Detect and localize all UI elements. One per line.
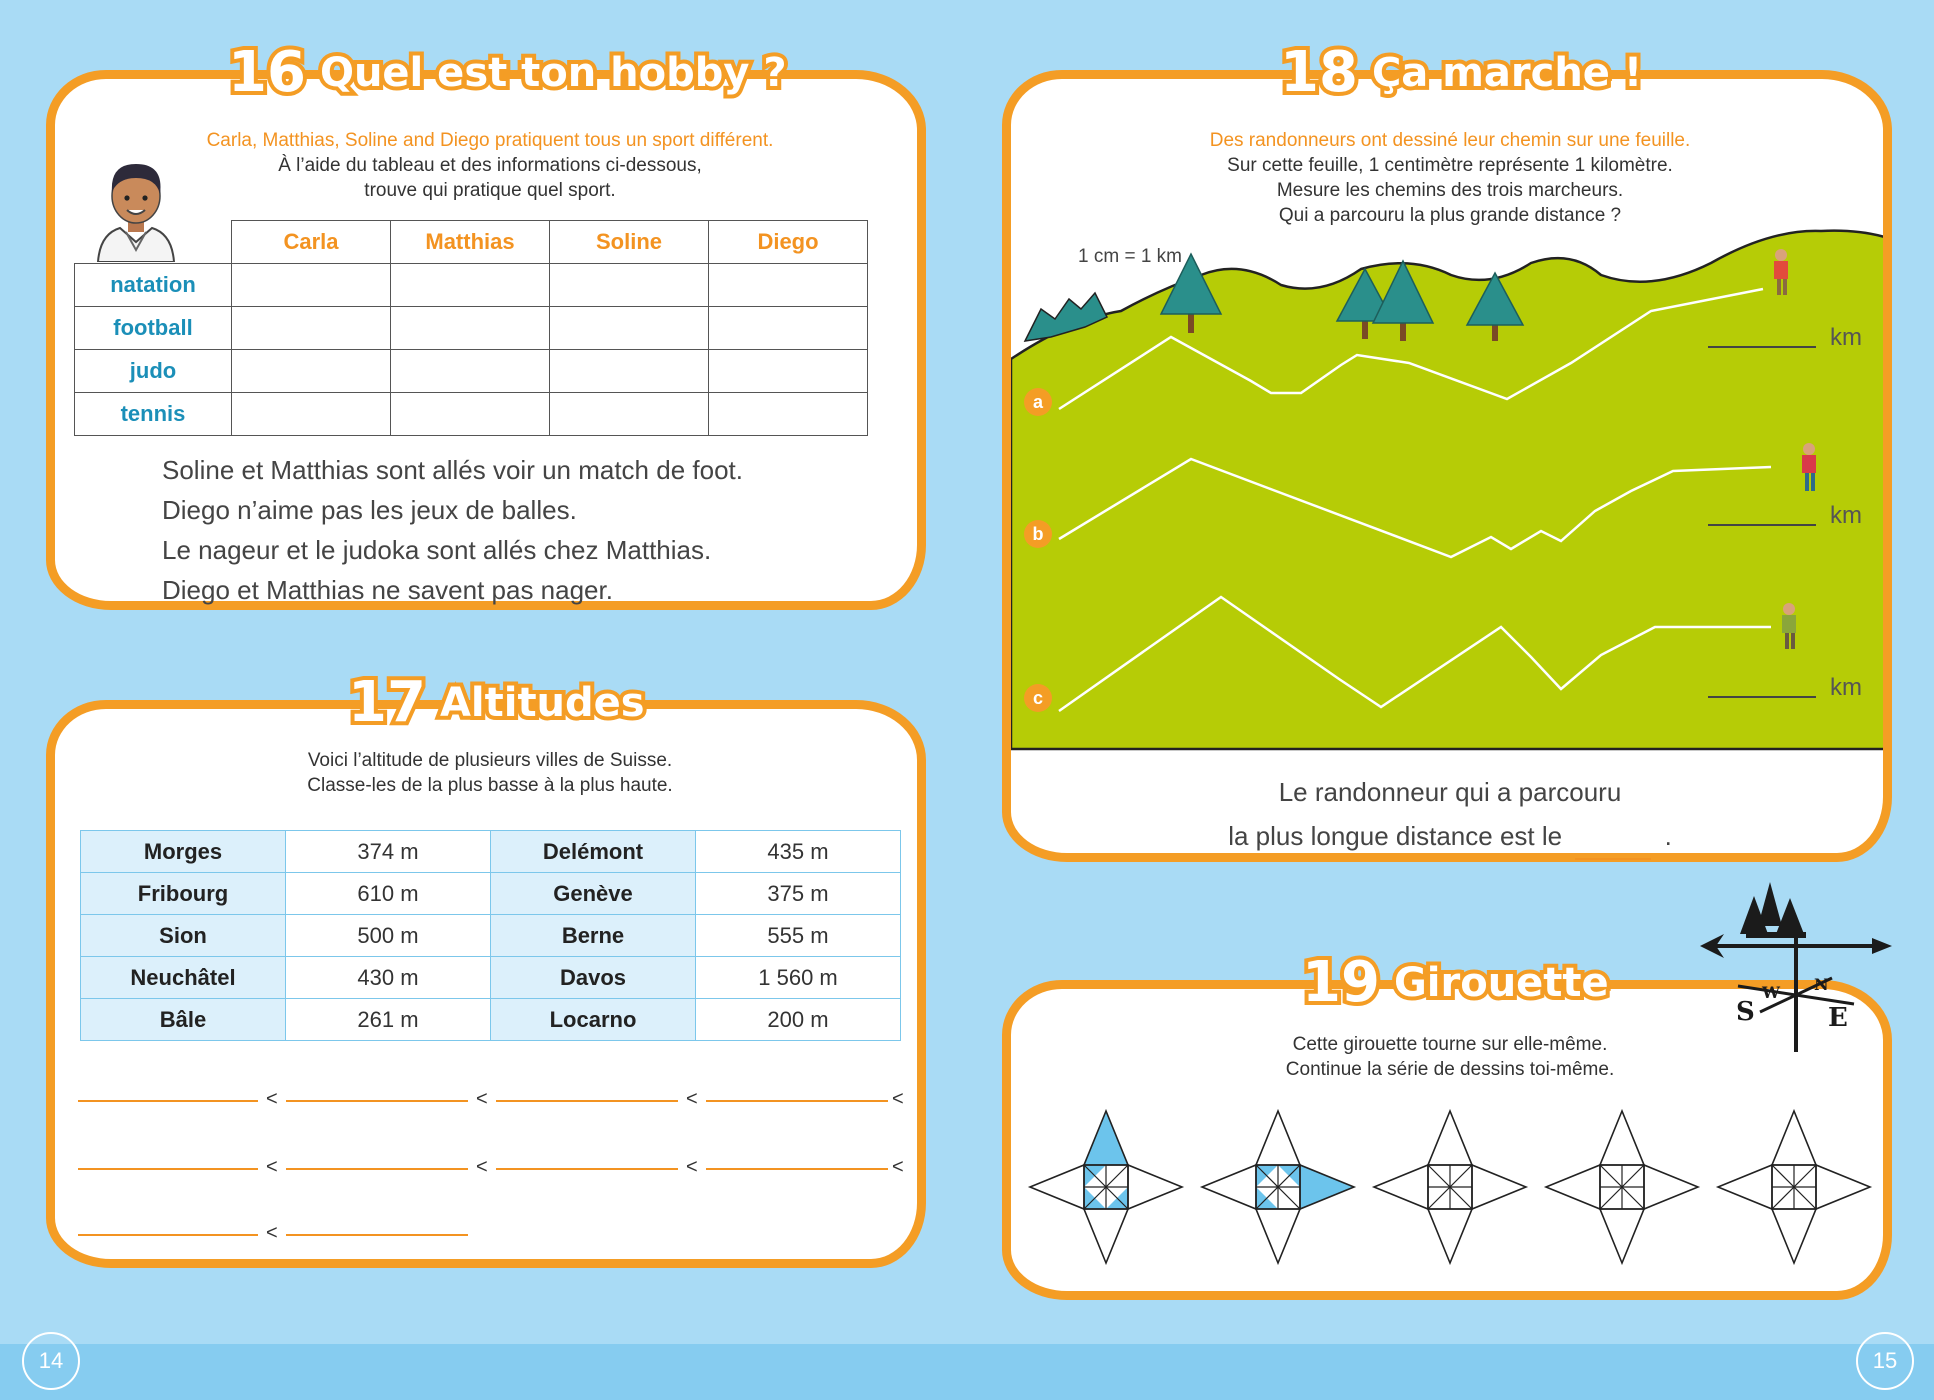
city-name: Delémont (491, 831, 696, 873)
answer-cell[interactable] (550, 264, 709, 307)
clue: Soline et Matthias sont allés voir un match de foot. (162, 455, 743, 485)
star-drawing-1 (1030, 1111, 1182, 1263)
km-answer-line-c[interactable] (1708, 696, 1816, 698)
answer-line[interactable] (496, 1168, 678, 1170)
answer-line2: la plus longue distance est le (1228, 821, 1563, 851)
less-than-sign: < (476, 1088, 488, 1110)
answer-cell[interactable] (391, 350, 550, 393)
altitude-table (80, 830, 901, 1041)
less-than-sign: < (686, 1156, 698, 1178)
weather-vane-icon (1696, 876, 1896, 1052)
city-name: Genève (491, 873, 696, 915)
table-corner (75, 221, 232, 264)
less-than-sign: < (266, 1156, 278, 1178)
answer-line[interactable] (706, 1100, 888, 1102)
row-header: natation (75, 264, 232, 307)
less-than-sign: < (476, 1156, 488, 1178)
answer-cell[interactable] (709, 264, 868, 307)
exercise17-intro-line1: Voici l’altitude de plusieurs villes de Suisse. (307, 750, 673, 771)
answer-line[interactable] (286, 1234, 468, 1236)
exercise17-intro-line2: Classe-les de la plus basse à la plus haute. (307, 775, 673, 796)
compass-w: W (1762, 983, 1780, 1002)
exercise16-intro-line2: À l’aide du tableau et des informations ci-dessous, (278, 155, 702, 176)
km-unit: km (1830, 324, 1862, 351)
exercise16-intro-highlight: Carla, Matthias, Soline and Diego pratiquent tous un sport différent. (206, 130, 774, 151)
answer-cell[interactable] (550, 307, 709, 350)
exercise17-number: 17 (348, 670, 426, 735)
answer-cell[interactable] (709, 350, 868, 393)
city-name: Sion (81, 915, 286, 957)
table-row (81, 999, 901, 1041)
answer-line[interactable] (706, 1168, 888, 1170)
exercise17-title-text: Altitudes (439, 679, 645, 726)
answer-cell[interactable] (391, 264, 550, 307)
city-altitude: 555 m (696, 915, 901, 957)
city-name: Bâle (81, 999, 286, 1041)
exercise17-title (348, 670, 645, 735)
answer-end: . (1664, 821, 1672, 851)
exercise19-title (1302, 950, 1609, 1015)
table-row (81, 915, 901, 957)
exercise19-intro-line2: Continue la série de dessins toi-même. (1285, 1059, 1615, 1080)
page-number-left: 14 (22, 1332, 80, 1390)
city-altitude: 500 m (286, 915, 491, 957)
exercise19-number: 19 (1302, 950, 1380, 1015)
answer-cell[interactable] (550, 350, 709, 393)
star-drawing-3[interactable] (1374, 1111, 1526, 1263)
city-altitude: 1 560 m (696, 957, 901, 999)
less-than-sign: < (266, 1222, 278, 1244)
hobby-table (74, 220, 868, 436)
exercise18-intro-line3: Mesure les chemins des trois marcheurs. (1276, 180, 1624, 201)
km-unit: km (1830, 674, 1862, 701)
clue: Le nageur et le judoka sont allés chez Matthias. (162, 535, 712, 565)
exercise19-title-text: Girouette (1393, 959, 1609, 1006)
table-row (81, 831, 901, 873)
path-label-a: a (1024, 388, 1052, 416)
city-altitude: 200 m (696, 999, 901, 1041)
path-label-c: c (1024, 684, 1052, 712)
compass-e: E (1828, 1003, 1848, 1033)
city-name: Neuchâtel (81, 957, 286, 999)
column-header: Matthias (391, 221, 550, 264)
scale-label: 1 cm = 1 km (1078, 246, 1182, 267)
exercise16-instructions (160, 128, 820, 203)
exercise18-intro-line4: Qui a parcouru la plus grande distance ? (1278, 205, 1622, 226)
column-header: Carla (232, 221, 391, 264)
compass-s: S (1736, 997, 1755, 1027)
city-altitude: 610 m (286, 873, 491, 915)
city-altitude: 261 m (286, 999, 491, 1041)
exercise18-title (1280, 40, 1642, 105)
clue: Diego et Matthias ne savent pas nager. (162, 575, 613, 605)
answer-cell[interactable] (391, 393, 550, 436)
less-than-sign: < (266, 1088, 278, 1110)
clue: Diego n’aime pas les jeux de balles. (162, 495, 577, 525)
answer-cell[interactable] (232, 393, 391, 436)
city-name: Davos (491, 957, 696, 999)
answer-line[interactable] (78, 1234, 258, 1236)
exercise18-intro-highlight: Des randonneurs ont dessiné leur chemin sur une feuille. (1209, 130, 1691, 151)
exercise19-intro-line1: Cette girouette tourne sur elle-même. (1292, 1034, 1608, 1055)
star-drawing-2 (1202, 1111, 1354, 1263)
answer-line[interactable] (286, 1168, 468, 1170)
city-altitude: 435 m (696, 831, 901, 873)
exercise18-number: 18 (1280, 40, 1358, 105)
exercise16-number: 16 (228, 40, 306, 105)
star-pattern-series (1020, 1102, 1880, 1272)
exercise17-instructions (200, 748, 780, 798)
answer-blank[interactable] (1575, 814, 1651, 860)
answer-cell[interactable] (391, 307, 550, 350)
answer-cell[interactable] (709, 393, 868, 436)
answer-cell[interactable] (550, 393, 709, 436)
column-header: Diego (709, 221, 868, 264)
path-label-b: b (1024, 520, 1052, 548)
answer-line1: Le randonneur qui a parcouru (1278, 777, 1622, 807)
city-altitude: 374 m (286, 831, 491, 873)
star-drawing-5[interactable] (1718, 1111, 1870, 1263)
city-name: Locarno (491, 999, 696, 1041)
exercise16-title-text: Quel est ton hobby ? (319, 49, 787, 96)
answer-cell[interactable] (709, 307, 868, 350)
exercise18-answer-sentence (1180, 770, 1720, 860)
km-answer-line-b[interactable] (1708, 524, 1816, 526)
less-than-sign: < (892, 1088, 904, 1110)
answer-line[interactable] (78, 1100, 258, 1102)
less-than-sign: < (892, 1156, 904, 1178)
exercise18-intro-line2: Sur cette feuille, 1 centimètre représente 1 kilomètre. (1227, 155, 1673, 176)
city-altitude: 430 m (286, 957, 491, 999)
row-header: football (75, 307, 232, 350)
answer-line[interactable] (286, 1100, 468, 1102)
exercise16-intro-line3: trouve qui pratique quel sport. (364, 180, 616, 201)
exercise18-instructions (1120, 128, 1780, 228)
row-header: judo (75, 350, 232, 393)
answer-line[interactable] (78, 1168, 258, 1170)
table-row (81, 873, 901, 915)
page-number-right: 15 (1856, 1332, 1914, 1390)
bottom-band (0, 1344, 1934, 1400)
answer-cell[interactable] (232, 264, 391, 307)
km-unit: km (1830, 502, 1862, 529)
star-drawing-4[interactable] (1546, 1111, 1698, 1263)
row-header: tennis (75, 393, 232, 436)
city-name: Morges (81, 831, 286, 873)
answer-line[interactable] (496, 1100, 678, 1102)
answer-cell[interactable] (232, 350, 391, 393)
exercise18-title-text: Ça marche ! (1371, 49, 1643, 96)
compass-n: N (1814, 975, 1829, 994)
exercise16-title (228, 40, 787, 105)
city-altitude: 375 m (696, 873, 901, 915)
km-answer-line-a[interactable] (1708, 346, 1816, 348)
table-row (81, 957, 901, 999)
less-than-sign: < (686, 1088, 698, 1110)
city-name: Berne (491, 915, 696, 957)
exercise16-clues (162, 450, 743, 610)
city-name: Fribourg (81, 873, 286, 915)
answer-cell[interactable] (232, 307, 391, 350)
column-header: Soline (550, 221, 709, 264)
exercise19-instructions (1180, 1032, 1720, 1082)
answer-line2-wrap (1180, 814, 1720, 860)
